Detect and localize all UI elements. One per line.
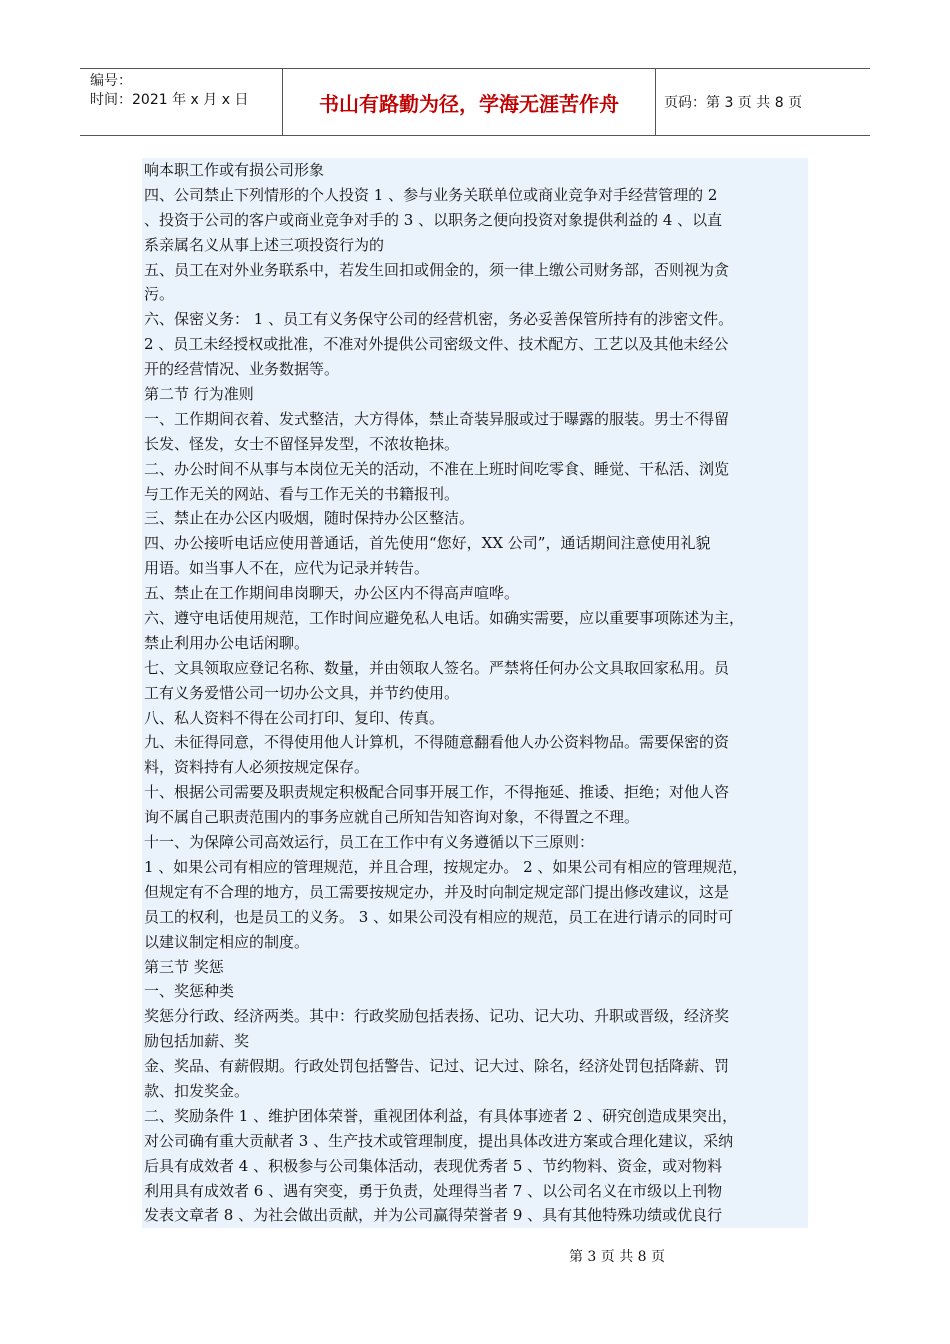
text-line: 系亲属名义从事上述三项投资行为的 xyxy=(144,235,385,254)
text-line: 响本职工作或有损公司形象 xyxy=(144,161,325,179)
text-line: 以建议制定相应的制度。 xyxy=(144,932,310,951)
text-line: 三、禁止在办公区内吸烟，随时保持办公区整洁。 xyxy=(144,509,475,528)
text-line: 八、私人资料不得在公司打印、复印、传真。 xyxy=(144,708,445,727)
text-line: 员工的权利，也是员工的义务。 3 、如果公司没有相应的规范，员工在进行请示的同时可 xyxy=(144,907,734,926)
text-line: 禁止利用办公电话闲聊。 xyxy=(144,633,310,652)
text-line: 第二节 行为准则 xyxy=(144,385,254,404)
header-motto: 书山有路勤为径，学海无涯苦作舟 xyxy=(283,69,656,135)
text-line: 款、扣发奖金。 xyxy=(144,1081,250,1100)
text-line: 询不属自己职责范围内的事务应就自己所知告知咨询对象，不得置之不理。 xyxy=(144,808,640,827)
document-date: 时间：2021 年 x 月 x 日 xyxy=(90,92,249,108)
text-line: 发表文章者 8 、为社会做出贡献，并为公司赢得荣誉者 9 、具有其他特殊功绩或优良行 xyxy=(144,1206,723,1225)
text-line: 料，资料持有人必须按规定保存。 xyxy=(144,758,370,777)
text-line: 七、文具领取应登记名称、数量，并由领取人签名。严禁将任何办公文具取回家私用。员 xyxy=(144,658,730,677)
text-line: 长发、怪发，女士不留怪异发型，不浓妆艳抹。 xyxy=(144,434,460,453)
footer-page-number: 第 3 页 共 8 页 xyxy=(568,1249,666,1265)
text-line: 用语。如当事人不在，应代为记录并转告。 xyxy=(144,559,430,578)
text-line: 一、工作期间衣着、发式整洁，大方得体，禁止奇装异服或过于曝露的服装。男士不得留 xyxy=(144,409,730,428)
text-line: 四、办公接听电话应使用普通话，首先使用“您好，XX 公司”，通话期间注意使用礼貌 xyxy=(144,534,711,553)
text-line: 十一、为保障公司高效运行，员工在工作中有义务遵循以下三原则： xyxy=(144,833,595,852)
text-line: 2 、员工未经授权或批准，不准对外提供公司密级文件、技术配方、工艺以及其他未经公 xyxy=(144,335,729,354)
text-line: 对公司确有重大贡献者 3 、生产技术或管理制度，提出具体改进方案或合理化建议，采纳 xyxy=(144,1131,734,1150)
text-line: 污。 xyxy=(144,285,175,304)
text-line: 二、办公时间不从事与本岗位无关的活动，不准在上班时间吃零食、睡觉、干私活、浏览 xyxy=(144,459,730,478)
text-line: 六、保密义务： 1 、员工有义务保守公司的经营机密，务必妥善保管所持有的涉密文件。 xyxy=(144,310,734,329)
text-line: 工有义务爱惜公司一切办公文具，并节约使用。 xyxy=(144,683,460,702)
text-line: 后具有成效者 4 、积极参与公司集体活动，表现优秀者 5 、节约物料、资金，或对物料 xyxy=(144,1156,723,1175)
text-line: 九、未征得同意，不得使用他人计算机，不得随意翻看他人办公资料物品。需要保密的资 xyxy=(144,733,730,752)
text-line: 与工作无关的网站、看与工作无关的书籍报刊。 xyxy=(144,484,460,503)
document-body xyxy=(142,158,808,1228)
header-meta xyxy=(80,69,283,135)
page-footer xyxy=(0,1246,950,1266)
text-line: 但规定有不合理的地方，员工需要按规定办，并及时向制定规定部门提出修改建议，这是 xyxy=(144,882,730,901)
text-line: 金、奖品、有薪假期。行政处罚包括警告、记过、记大过、除名，经济处罚包括降薪、罚 xyxy=(144,1057,730,1076)
text-line: 开的经营情况、业务数据等。 xyxy=(144,360,340,379)
text-line: 四、公司禁止下列情形的个人投资 1 、参与业务关联单位或商业竞争对手经营管理的 2 xyxy=(144,185,718,204)
text-line: 、投资于公司的客户或商业竞争对手的 3 、以职务之便向投资对象提供利益的 4 、以直 xyxy=(144,210,723,229)
header-page-number: 页码：第 3 页 共 8 页 xyxy=(664,95,803,111)
page-header xyxy=(80,68,870,136)
text-line: 五、禁止在工作期间串岗聊天，办公区内不得高声喧哗。 xyxy=(144,584,520,603)
document-number-label: 编号： xyxy=(90,73,132,89)
text-line: 一、奖惩种类 xyxy=(144,982,235,1001)
text-line: 励包括加薪、奖 xyxy=(144,1032,250,1051)
text-line: 奖惩分行政、经济两类。其中：行政奖励包括表扬、记功、记大功、升职或晋级，经济奖 xyxy=(144,1007,730,1026)
text-line: 利用具有成效者 6 、遇有突变，勇于负责，处理得当者 7 、以公司名义在市级以上刊物 xyxy=(144,1181,723,1200)
text-line: 六、遵守电话使用规范，工作时间应避免私人电话。如确实需要，应以重要事项陈述为主， xyxy=(144,609,745,628)
text-line: 十、根据公司需要及职责规定积极配合同事开展工作，不得拖延、推诿、拒绝；对他人咨 xyxy=(144,783,730,802)
text-line: 五、员工在对外业务联系中，若发生回扣或佣金的，须一律上缴公司财务部，否则视为贪 xyxy=(144,260,730,279)
text-line: 第三节 奖惩 xyxy=(144,957,224,976)
text-line: 1 、如果公司有相应的管理规范，并且合理，按规定办。 2 、如果公司有相应的管理规范， xyxy=(144,857,748,876)
text-line: 二、奖励条件 1 、维护团体荣誉，重视团体利益，有具体事迹者 2 、研究创造成果突出， xyxy=(144,1106,738,1125)
